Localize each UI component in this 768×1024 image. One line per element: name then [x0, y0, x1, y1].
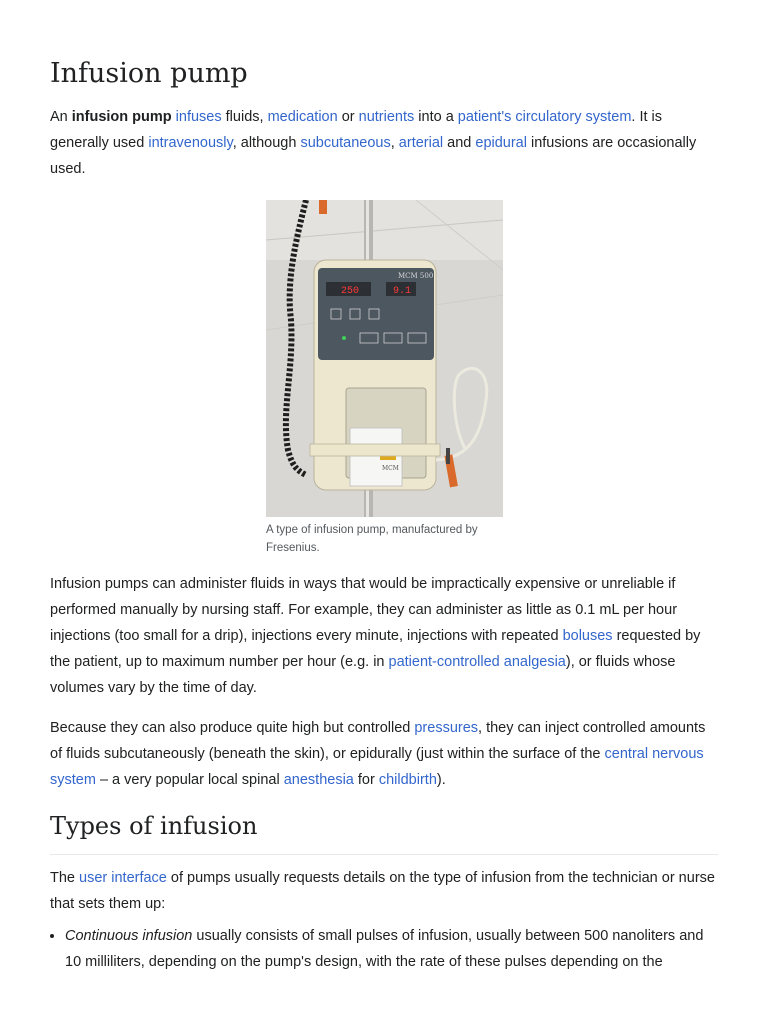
intro-text: or: [337, 109, 359, 125]
display-right-readout: 9.1: [393, 286, 412, 297]
paragraph-text: of pumps usually requests details on the type of infusion from the technician or nurse that sets them up:: [50, 870, 715, 912]
link-intravenously[interactable]: intravenously: [148, 135, 233, 151]
page-title: Infusion pump: [50, 58, 248, 89]
list-item-term: Continuous infusion: [65, 928, 193, 944]
figure-caption: A type of infusion pump, manufactured by Fresenius.: [266, 524, 478, 554]
paragraph-capabilities: [50, 571, 718, 701]
device-brand-label: MCM: [382, 465, 399, 472]
device-model-label: MCM 500: [398, 272, 434, 280]
intro-text: fluids,: [221, 109, 268, 125]
list-item: [65, 923, 718, 975]
link-anesthesia[interactable]: anesthesia: [283, 772, 354, 788]
link-central-nervous-system[interactable]: central nervous system: [50, 746, 704, 788]
intro-text: . It is generally used: [50, 109, 663, 151]
section-heading: Types of infusion: [50, 811, 718, 855]
intro-text: ,: [390, 135, 399, 151]
paragraph-text: – a very popular local spinal: [95, 772, 284, 788]
intro-text: An: [50, 109, 72, 125]
paragraph-text: The: [50, 870, 80, 886]
section-types-of-infusion: [50, 811, 718, 855]
link-arterial[interactable]: arterial: [398, 135, 444, 151]
paragraph-text: Because they can also produce quite high but controlled: [50, 720, 415, 736]
display-left-readout: 250: [341, 286, 360, 297]
link-childbirth[interactable]: childbirth: [378, 772, 437, 788]
paragraph-text: , they can inject controlled amounts of fluids subcutaneously (beneath the skin), or epidurally (just within the surface of the: [50, 720, 706, 762]
intro-text: infusions are occasionally used.: [50, 135, 697, 177]
link-pressures[interactable]: pressures: [414, 720, 479, 736]
link-user-interface[interactable]: user interface: [79, 870, 167, 886]
paragraph-user-interface: [50, 865, 718, 917]
link-boluses[interactable]: boluses: [562, 628, 613, 644]
link-circulatory-system[interactable]: patient's circulatory system: [457, 109, 632, 125]
infusion-types-list: [50, 923, 718, 975]
link-epidural[interactable]: epidural: [475, 135, 527, 151]
link-infuses[interactable]: infuses: [175, 109, 222, 125]
paragraph-text: for: [353, 772, 379, 788]
infusion-pump-photo[interactable]: [266, 200, 503, 517]
paragraph-text: Infusion pumps can administer fluids in ways that would be impractically expensive or unreliable if performed manually by nursing staff. For example, they can administer as little as 0.1 mL per hour injections (too small for a drip), injections every minute, injections with repeated: [50, 576, 678, 644]
link-nutrients[interactable]: nutrients: [358, 109, 415, 125]
intro-bold-term: infusion pump: [71, 109, 172, 125]
paragraph-text: ).: [436, 772, 446, 788]
article-content: [50, 0, 718, 975]
intro-text: , although: [232, 135, 301, 151]
figure: [266, 200, 503, 557]
paragraph-text: ), or fluids whose volumes vary by the time of day.: [50, 654, 676, 696]
intro-paragraph: [50, 104, 718, 182]
link-medication[interactable]: medication: [267, 109, 338, 125]
intro-text: into a: [414, 109, 458, 125]
link-subcutaneous[interactable]: subcutaneous: [300, 135, 391, 151]
link-patient-controlled-analgesia[interactable]: patient-controlled analgesia: [388, 654, 566, 670]
paragraph-pressures: [50, 715, 718, 793]
list-item-text: usually consists of small pulses of infusion, usually between 500 nanoliters and 10 milliliters, depending on the pump's design, with the rate of these pulses depending on the: [65, 928, 704, 970]
intro-text: and: [443, 135, 476, 151]
paragraph-text: requested by the patient, up to maximum number per hour (e.g. in: [50, 628, 701, 670]
infusion-pump-illustration: [266, 200, 503, 517]
